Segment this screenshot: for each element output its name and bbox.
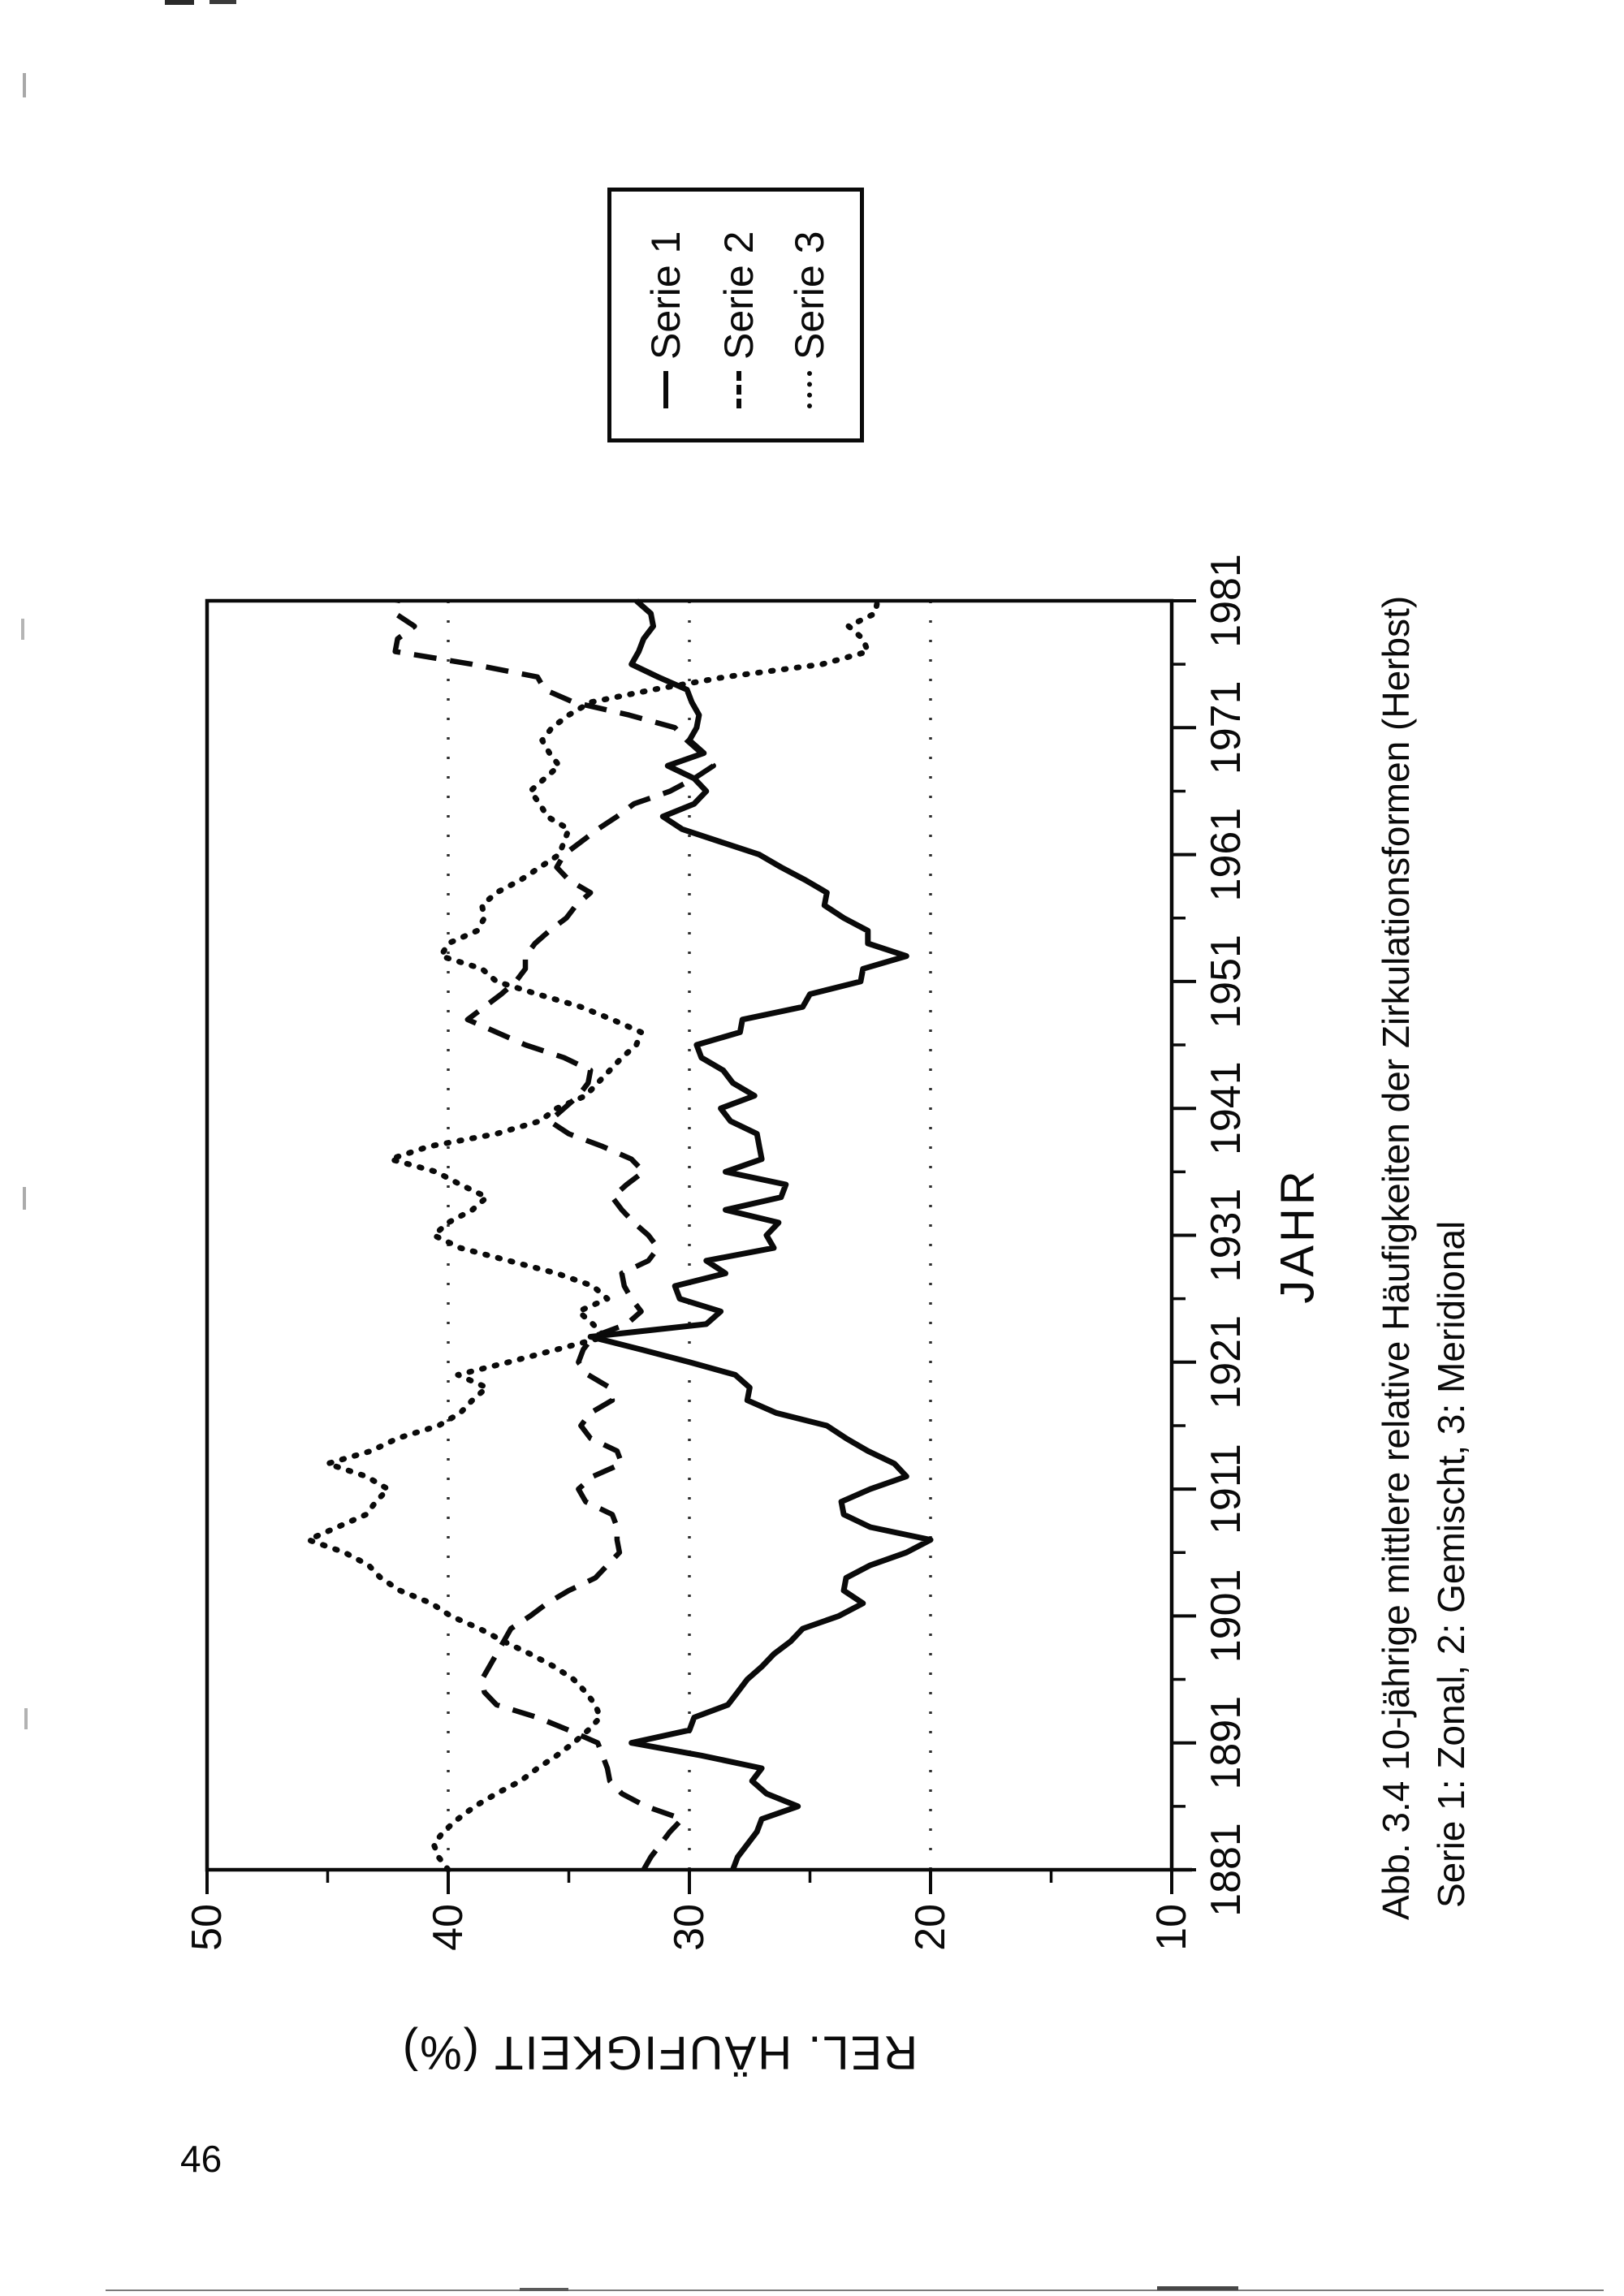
svg-text:1881: 1881: [1203, 1823, 1250, 1917]
svg-text:1901: 1901: [1203, 1569, 1250, 1664]
scan-artifact: [23, 73, 26, 97]
svg-text:1951: 1951: [1203, 934, 1250, 1029]
dashed-line-sample: [736, 371, 741, 408]
scan-artifact: [520, 2288, 568, 2291]
figure-caption: Abb. 3.4 10-jährige mittlere relative Häufigkeiten der Zirkulationsformen (Herbst): [1375, 595, 1417, 1920]
legend-label: Serie 1: [643, 231, 689, 360]
svg-text:1911: 1911: [1203, 1444, 1250, 1535]
svg-text:1921: 1921: [1203, 1314, 1250, 1409]
legend-item-serie2: [715, 231, 763, 408]
scan-artifact: [209, 0, 236, 4]
svg-text:1941: 1941: [1203, 1061, 1250, 1156]
page-number: 46: [180, 2138, 222, 2180]
legend-box: [607, 188, 864, 442]
y-axis-title: REL. HÄUFIGKEIT (%): [400, 2026, 918, 2079]
svg-text:1981: 1981: [1203, 554, 1250, 648]
figure-caption-series-key: Serie 1: Zonal, 2: Gemischt, 3: Meridional: [1430, 1220, 1472, 1908]
svg-text:1891: 1891: [1203, 1695, 1250, 1790]
scan-artifact: [1157, 2286, 1238, 2290]
scan-artifact: [165, 0, 194, 5]
scan-artifact: [23, 1187, 26, 1210]
legend-label: Serie 2: [716, 231, 762, 360]
svg-text:1931: 1931: [1203, 1188, 1250, 1283]
scan-artifact: [106, 2290, 1604, 2291]
legend-item-serie3: [785, 231, 834, 408]
svg-text:20: 20: [907, 1904, 954, 1951]
scan-artifact: [21, 619, 24, 640]
svg-text:1961: 1961: [1203, 807, 1250, 902]
svg-text:30: 30: [666, 1904, 713, 1951]
solid-line-sample: [663, 371, 668, 408]
dotted-line-sample: [807, 371, 812, 408]
svg-text:10: 10: [1148, 1904, 1195, 1951]
svg-text:50: 50: [184, 1904, 231, 1951]
svg-text:40: 40: [425, 1904, 472, 1951]
x-axis-title: JAHR: [1271, 1167, 1324, 1304]
legend-label: Serie 3: [787, 231, 832, 360]
svg-text:1971: 1971: [1203, 680, 1250, 775]
legend-item-serie1: [641, 231, 690, 408]
scan-artifact: [24, 1708, 28, 1729]
